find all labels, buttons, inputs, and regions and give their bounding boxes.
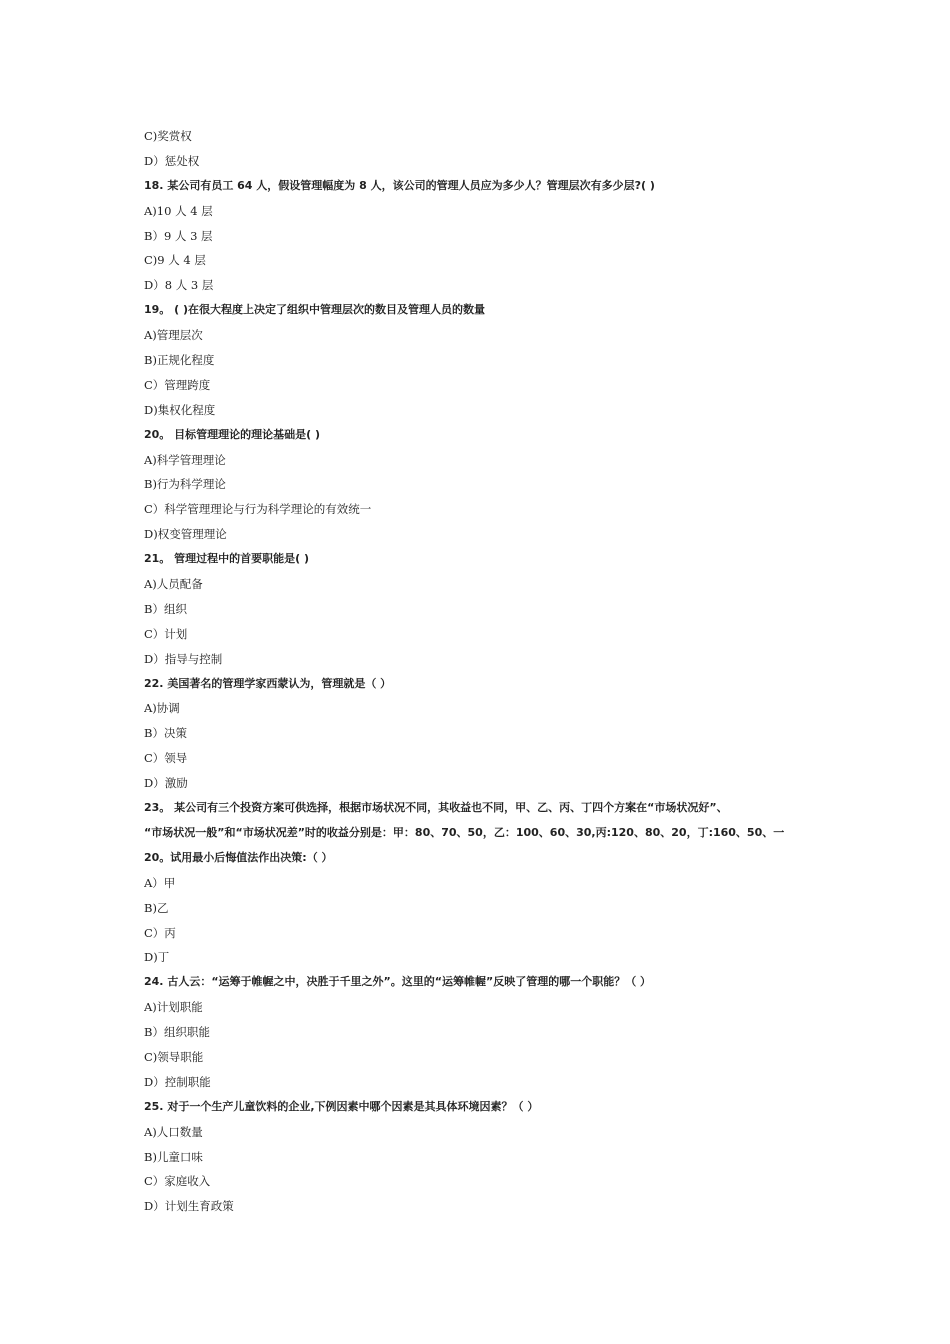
- answer-option: B)行为科学理论: [144, 477, 226, 492]
- answer-option: C)领导职能: [144, 1049, 204, 1064]
- question-text: 23。 某公司有三个投资方案可供选择，根据市场状况不同，其收益也不同，甲、乙、丙、丁四个方案在“市场状况好”、: [144, 801, 728, 815]
- answer-option: C）家庭收入: [144, 1174, 211, 1189]
- question-text: 19。 ( )在很大程度上决定了组织中管理层次的数目及管理人员的数量: [144, 303, 486, 317]
- question-list: [144, 124, 824, 1219]
- answer-option: B）组织职能: [144, 1025, 210, 1040]
- question-text: “市场状况一般”和“市场状况差”时的收益分别是：甲：80、70、50，乙：100、60、30,丙:120、80、20，丁:160、50、一: [144, 825, 785, 839]
- answer-option: B)乙: [144, 900, 169, 915]
- answer-option: D）惩处权: [144, 153, 200, 168]
- question-text: 25. 对于一个生产儿童饮料的企业,下例因素中哪个因素是其具体环境因素？（ ）: [144, 1099, 539, 1113]
- answer-option: D）8 人 3 层: [144, 278, 214, 293]
- answer-option: A)人员配备: [144, 577, 203, 592]
- answer-option: D）激励: [144, 776, 188, 791]
- answer-option: A）甲: [144, 875, 176, 890]
- question-text: 20。 目标管理理论的理论基础是( ): [144, 427, 321, 441]
- answer-option: C)9 人 4 层: [144, 253, 206, 268]
- question-text: 22. 美国著名的管理学家西蒙认为，管理就是（ ）: [144, 676, 392, 690]
- answer-option: B）9 人 3 层: [144, 228, 213, 243]
- answer-option: B）决策: [144, 726, 187, 741]
- answer-option: C）领导: [144, 751, 188, 766]
- question-text: 20。试用最小后悔值法作出决策:（ ）: [144, 850, 333, 864]
- answer-option: B）组织: [144, 601, 187, 616]
- answer-option: D)权变管理理论: [144, 527, 227, 542]
- answer-option: D)丁: [144, 950, 170, 965]
- answer-option: B)儿童口味: [144, 1149, 203, 1164]
- answer-option: D)集权化程度: [144, 402, 216, 417]
- answer-option: D）计划生育政策: [144, 1199, 234, 1214]
- answer-option: A)人口数量: [144, 1124, 203, 1139]
- answer-option: C）管理跨度: [144, 377, 211, 392]
- answer-option: D）指导与控制: [144, 651, 223, 666]
- answer-option: A)管理层次: [144, 328, 203, 343]
- answer-option: A)计划职能: [144, 1000, 203, 1015]
- answer-option: C）科学管理理论与行为科学理论的有效统一: [144, 502, 372, 517]
- answer-option: A)10 人 4 层: [144, 203, 213, 218]
- question-text: 24. 古人云：“运筹于帷幄之中，决胜于千里之外”。这里的“运筹帷幄”反映了管理的哪一个职能？（ ）: [144, 975, 652, 989]
- answer-option: C)奖赏权: [144, 129, 192, 143]
- question-text: 21。 管理过程中的首要职能是( ): [144, 552, 310, 566]
- answer-option: C）计划: [144, 626, 188, 641]
- question-text: 18. 某公司有员工 64 人，假设管理幅度为 8 人，该公司的管理人员应为多少人？管理层次有多少层?( ): [144, 178, 655, 192]
- answer-option: B)正规化程度: [144, 353, 215, 368]
- answer-option: A)科学管理理论: [144, 452, 226, 467]
- answer-option: D）控制职能: [144, 1074, 211, 1089]
- answer-option: C）丙: [144, 925, 176, 940]
- answer-option: A)协调: [144, 701, 180, 716]
